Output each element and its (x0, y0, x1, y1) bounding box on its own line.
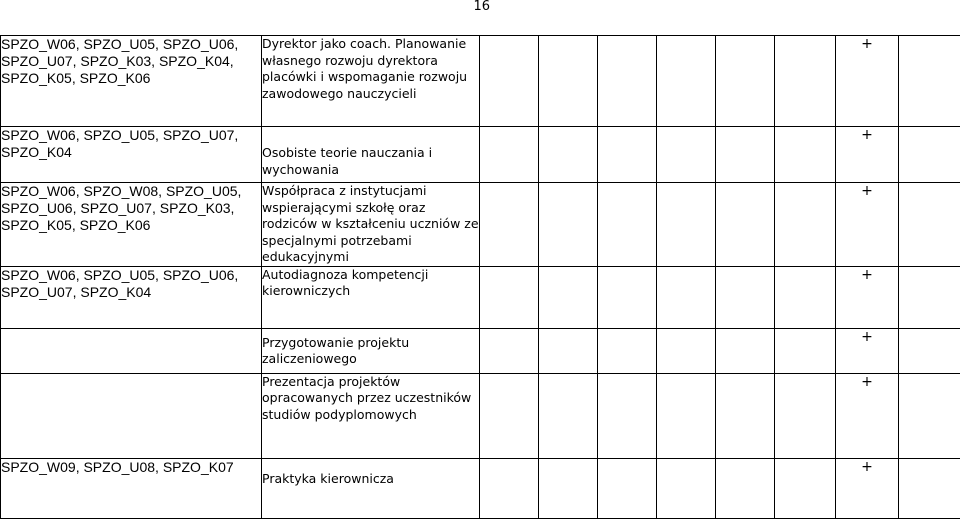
learning-outcomes-table (0, 35, 960, 519)
topic-cell: Dyrektor jako coach. Planowanie własnego rozwoju dyrektora placówki i wspomaganie rozwoju zawodowego nauczycieli (262, 36, 480, 127)
outcome-codes: SPZO_W09, SPZO_U08, SPZO_K07 (1, 458, 262, 518)
outcome-codes: SPZO_W06, SPZO_W08, SPZO_U05, SPZO_U06, SPZO_U07, SPZO_K03, SPZO_K05, SPZO_K06 (1, 183, 262, 267)
table-row (1, 458, 960, 518)
topic-cell: Osobiste teorie nauczania i wychowania (262, 127, 480, 183)
plus-mark: + (836, 36, 899, 127)
plus-mark: + (836, 373, 899, 458)
topic-cell: Przygotowanie projektu zaliczeniowego (262, 328, 480, 373)
outcome-codes: SPZO_W06, SPZO_U05, SPZO_U07, SPZO_K04 (1, 127, 262, 183)
plus-mark: + (836, 266, 899, 328)
topic-cell: Prezentacja projektów opracowanych przez uczestników studiów podyplomowych (262, 373, 480, 458)
plus-mark: + (836, 183, 899, 267)
topic-cell: Współpraca z instytucjami wspierającymi szkołę oraz rodziców w kształceniu uczniów ze specjalnymi potrzebami edukacyjnymi (262, 183, 480, 267)
outcome-codes: SPZO_W06, SPZO_U05, SPZO_U06, SPZO_U07, SPZO_K04 (1, 266, 262, 328)
outcome-codes (1, 373, 262, 458)
table-row (1, 183, 960, 267)
topic-cell: Praktyka kierownicza (262, 458, 480, 518)
topic-cell: Autodiagnoza kompetencji kierowniczych (262, 266, 480, 328)
table-row (1, 127, 960, 183)
outcome-codes: SPZO_W06, SPZO_U05, SPZO_U06, SPZO_U07, SPZO_K03, SPZO_K04, SPZO_K05, SPZO_K06 (1, 36, 262, 127)
table-row (1, 328, 960, 373)
table-row (1, 373, 960, 458)
plus-mark: + (836, 328, 899, 373)
table-row (1, 266, 960, 328)
outcome-codes (1, 328, 262, 373)
plus-mark: + (836, 127, 899, 183)
page-number: 16 (473, 0, 490, 14)
plus-mark: + (836, 458, 899, 518)
table-row (1, 36, 960, 127)
